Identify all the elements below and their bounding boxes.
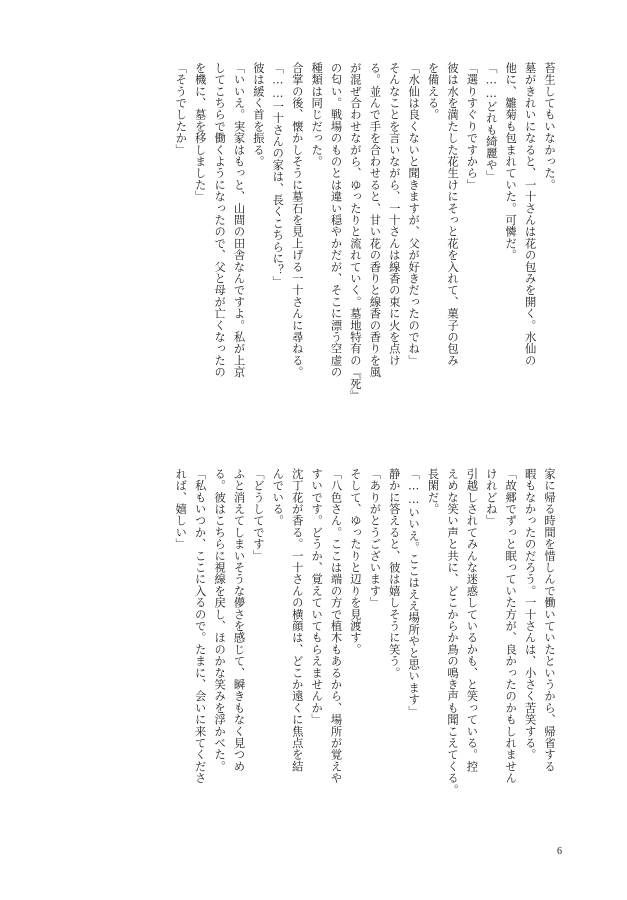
- text-line: が混ぜ合わせながら、ゆったりと流れていく。墓地特有の『死』: [348, 62, 362, 402]
- text-line: 「故郷でずっと眠っていた方が、良かったのかもしれません: [504, 468, 518, 784]
- text-line: を機に、墓を移しました」: [193, 62, 207, 203]
- text-line: 墓がきれいになると、一十さんは花の包みを開く。水仙の: [523, 62, 537, 367]
- text-line: 彼は水を満たした花生けにそっと花を入れて、菓子の包み: [445, 62, 459, 367]
- text-line: 種類は同じだった。: [310, 62, 324, 168]
- text-line: そして、ゆったりと辺りを見渡す。: [348, 468, 362, 656]
- text-line: る。彼はこちらに視線を戻し、ほのかな笑みを浮かべた。: [213, 468, 227, 773]
- text-line: けれどね」: [484, 468, 498, 527]
- text-line: 他に、雛菊も包まれていた。可憐だ。: [504, 62, 518, 261]
- text-line: る。並んで手を合わせると、甘い花の香りと線香の香りを風: [368, 62, 382, 378]
- text-line: 家に帰る時間を惜しんで働いていたというから、帰省する: [543, 468, 556, 773]
- text-line: 長閑だ。: [426, 468, 440, 515]
- text-line: 「どうしてです」: [251, 468, 265, 562]
- text-line: ふと消えてしまいそうな儚さを感じて、瞬きもなく見つめ: [232, 468, 246, 773]
- text-line: 静かに答えると、彼は嬉しそうに笑う。: [387, 468, 401, 679]
- text-line: 「八色さん。ここは端の方で植木もあるから、場所が覚えや: [329, 468, 343, 784]
- text-line: 暇もなかったのだろう。一十さんは、小さく苦笑する。: [523, 468, 537, 761]
- text-line: 「水仙は良くないと聞きますが、父が好きだったのでね」: [407, 62, 421, 367]
- text-line: 合掌の後、懐かしそうに墓石を見上げる一十さんに尋ねる。: [290, 62, 304, 378]
- text-line: 「私もいつか、ここに入るので。たまに、会いに来てくださ: [193, 468, 207, 784]
- text-block-bottom: [171, 468, 559, 824]
- text-line: を備える。: [426, 62, 440, 121]
- text-line: すいです。どうか、覚えていてもらえませんか」: [310, 468, 324, 726]
- text-line: 「そうでしたか」: [174, 62, 188, 156]
- text-line: 「……いいえ。ここはええ場所やと思います」: [407, 468, 421, 718]
- text-line: 「いいえ。実家はもっと、山間の田舎なんですよ。私が上京: [232, 62, 246, 378]
- text-block-top: [171, 62, 559, 418]
- text-line: 引越しされてみんな迷惑しているかも、と笑っている。控: [465, 468, 479, 773]
- text-line: 沈丁花が香る。一十さんの横顔は、どこか遠くに焦点を結: [290, 468, 304, 773]
- text-line: 苔生してもいなかった。: [543, 62, 556, 191]
- text-line: えめな笑い声と共に、どこからか鳥の鳴き声も聞こえてくる。: [445, 468, 459, 796]
- text-line: そんなことを言いながら、一十さんは線香の束に火を点け: [387, 62, 401, 367]
- text-line: れば、嬉しい」: [174, 468, 188, 550]
- text-line: 「ありがとうございます」: [368, 468, 382, 609]
- page-number: 6: [557, 846, 562, 857]
- text-line: 彼は緩く首を振る。: [251, 62, 265, 168]
- text-line: 「……一十さんの家は、長くこちらに？」: [271, 62, 285, 288]
- text-line: の匂い。戦場のものとは違い穏やかだが、そこに漂う空虚の: [329, 62, 343, 378]
- text-line: んでいる。: [271, 468, 285, 527]
- text-line: 「選りすぐりですから」: [465, 62, 479, 191]
- text-line: 「……どれも綺麗や」: [484, 62, 498, 183]
- text-line: してこちらで働くようになったので、父と母が亡くなったの: [213, 62, 227, 378]
